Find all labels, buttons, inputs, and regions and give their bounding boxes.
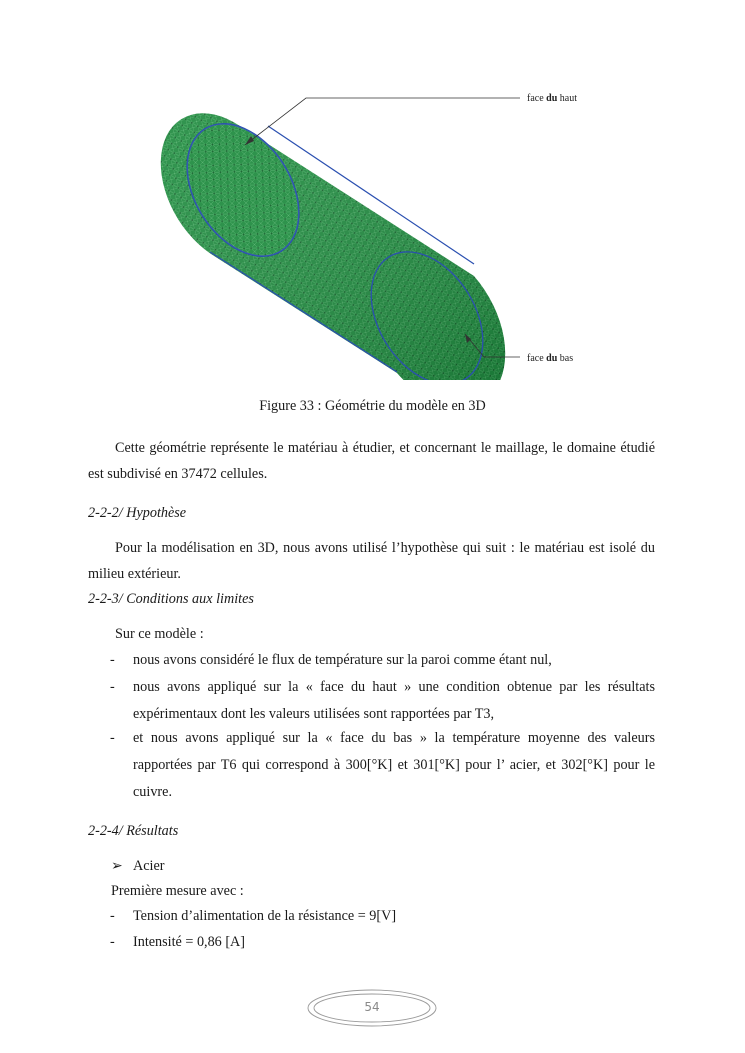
paragraph-geometry: Cette géométrie représente le matériau à étudier, et concernant le maillage, le domaine étudié est subdivisé en 37472 cellules. <box>88 440 655 482</box>
heading-hypothese: 2-2-2/ Hypothèse <box>88 505 187 521</box>
dash-marker: - <box>110 908 115 924</box>
arrow-bullet-icon: ➢ <box>111 858 123 874</box>
list-item-intensite: Intensité = 0,86 [A] <box>133 934 246 950</box>
list-item-flux: nous avons considéré le flux de température sur la paroi comme étant nul, <box>133 652 552 668</box>
label-face-du-haut: face du haut <box>527 93 577 104</box>
dash-marker: - <box>110 730 115 746</box>
figure-caption: Figure 33 : Géométrie du modèle en 3D <box>259 398 486 414</box>
list-item-tension: Tension d’alimentation de la résistance = 9[V] <box>133 908 397 924</box>
cylinder-body <box>161 104 506 380</box>
paragraph-premiere-mesure: Première mesure avec : <box>111 883 244 899</box>
label-face-du-bas: face du bas <box>527 353 574 364</box>
paragraph-sur-ce-modele: Sur ce modèle : <box>115 626 204 642</box>
cylinder-mesh-figure <box>0 0 745 380</box>
dash-marker: - <box>110 652 115 668</box>
paragraph-hypothese: Pour la modélisation en 3D, nous avons utilisé l’hypothèse qui suit : le matériau est isolé du milieu extérieur. <box>88 540 655 582</box>
list-item-face-bas: et nous avons appliqué sur la « face du bas » la température moyenne des valeurs rapportées par T6 qui correspond à 300[°K] et 301[°K] pour l’ acier, et 302[°K] pour le cuivre. <box>133 730 655 800</box>
heading-resultats: 2-2-4/ Résultats <box>88 823 179 839</box>
list-item-acier: Acier <box>133 858 165 874</box>
dash-marker: - <box>110 934 115 950</box>
dash-marker: - <box>110 679 115 695</box>
list-item-face-haut: nous avons appliqué sur la « face du haut » une condition obtenue par les résultats expérimentaux dont les valeurs utilisées sont rapportées par T3, <box>133 679 655 722</box>
page-number: 54 <box>364 1000 380 1014</box>
heading-conditions: 2-2-3/ Conditions aux limites <box>88 591 254 607</box>
